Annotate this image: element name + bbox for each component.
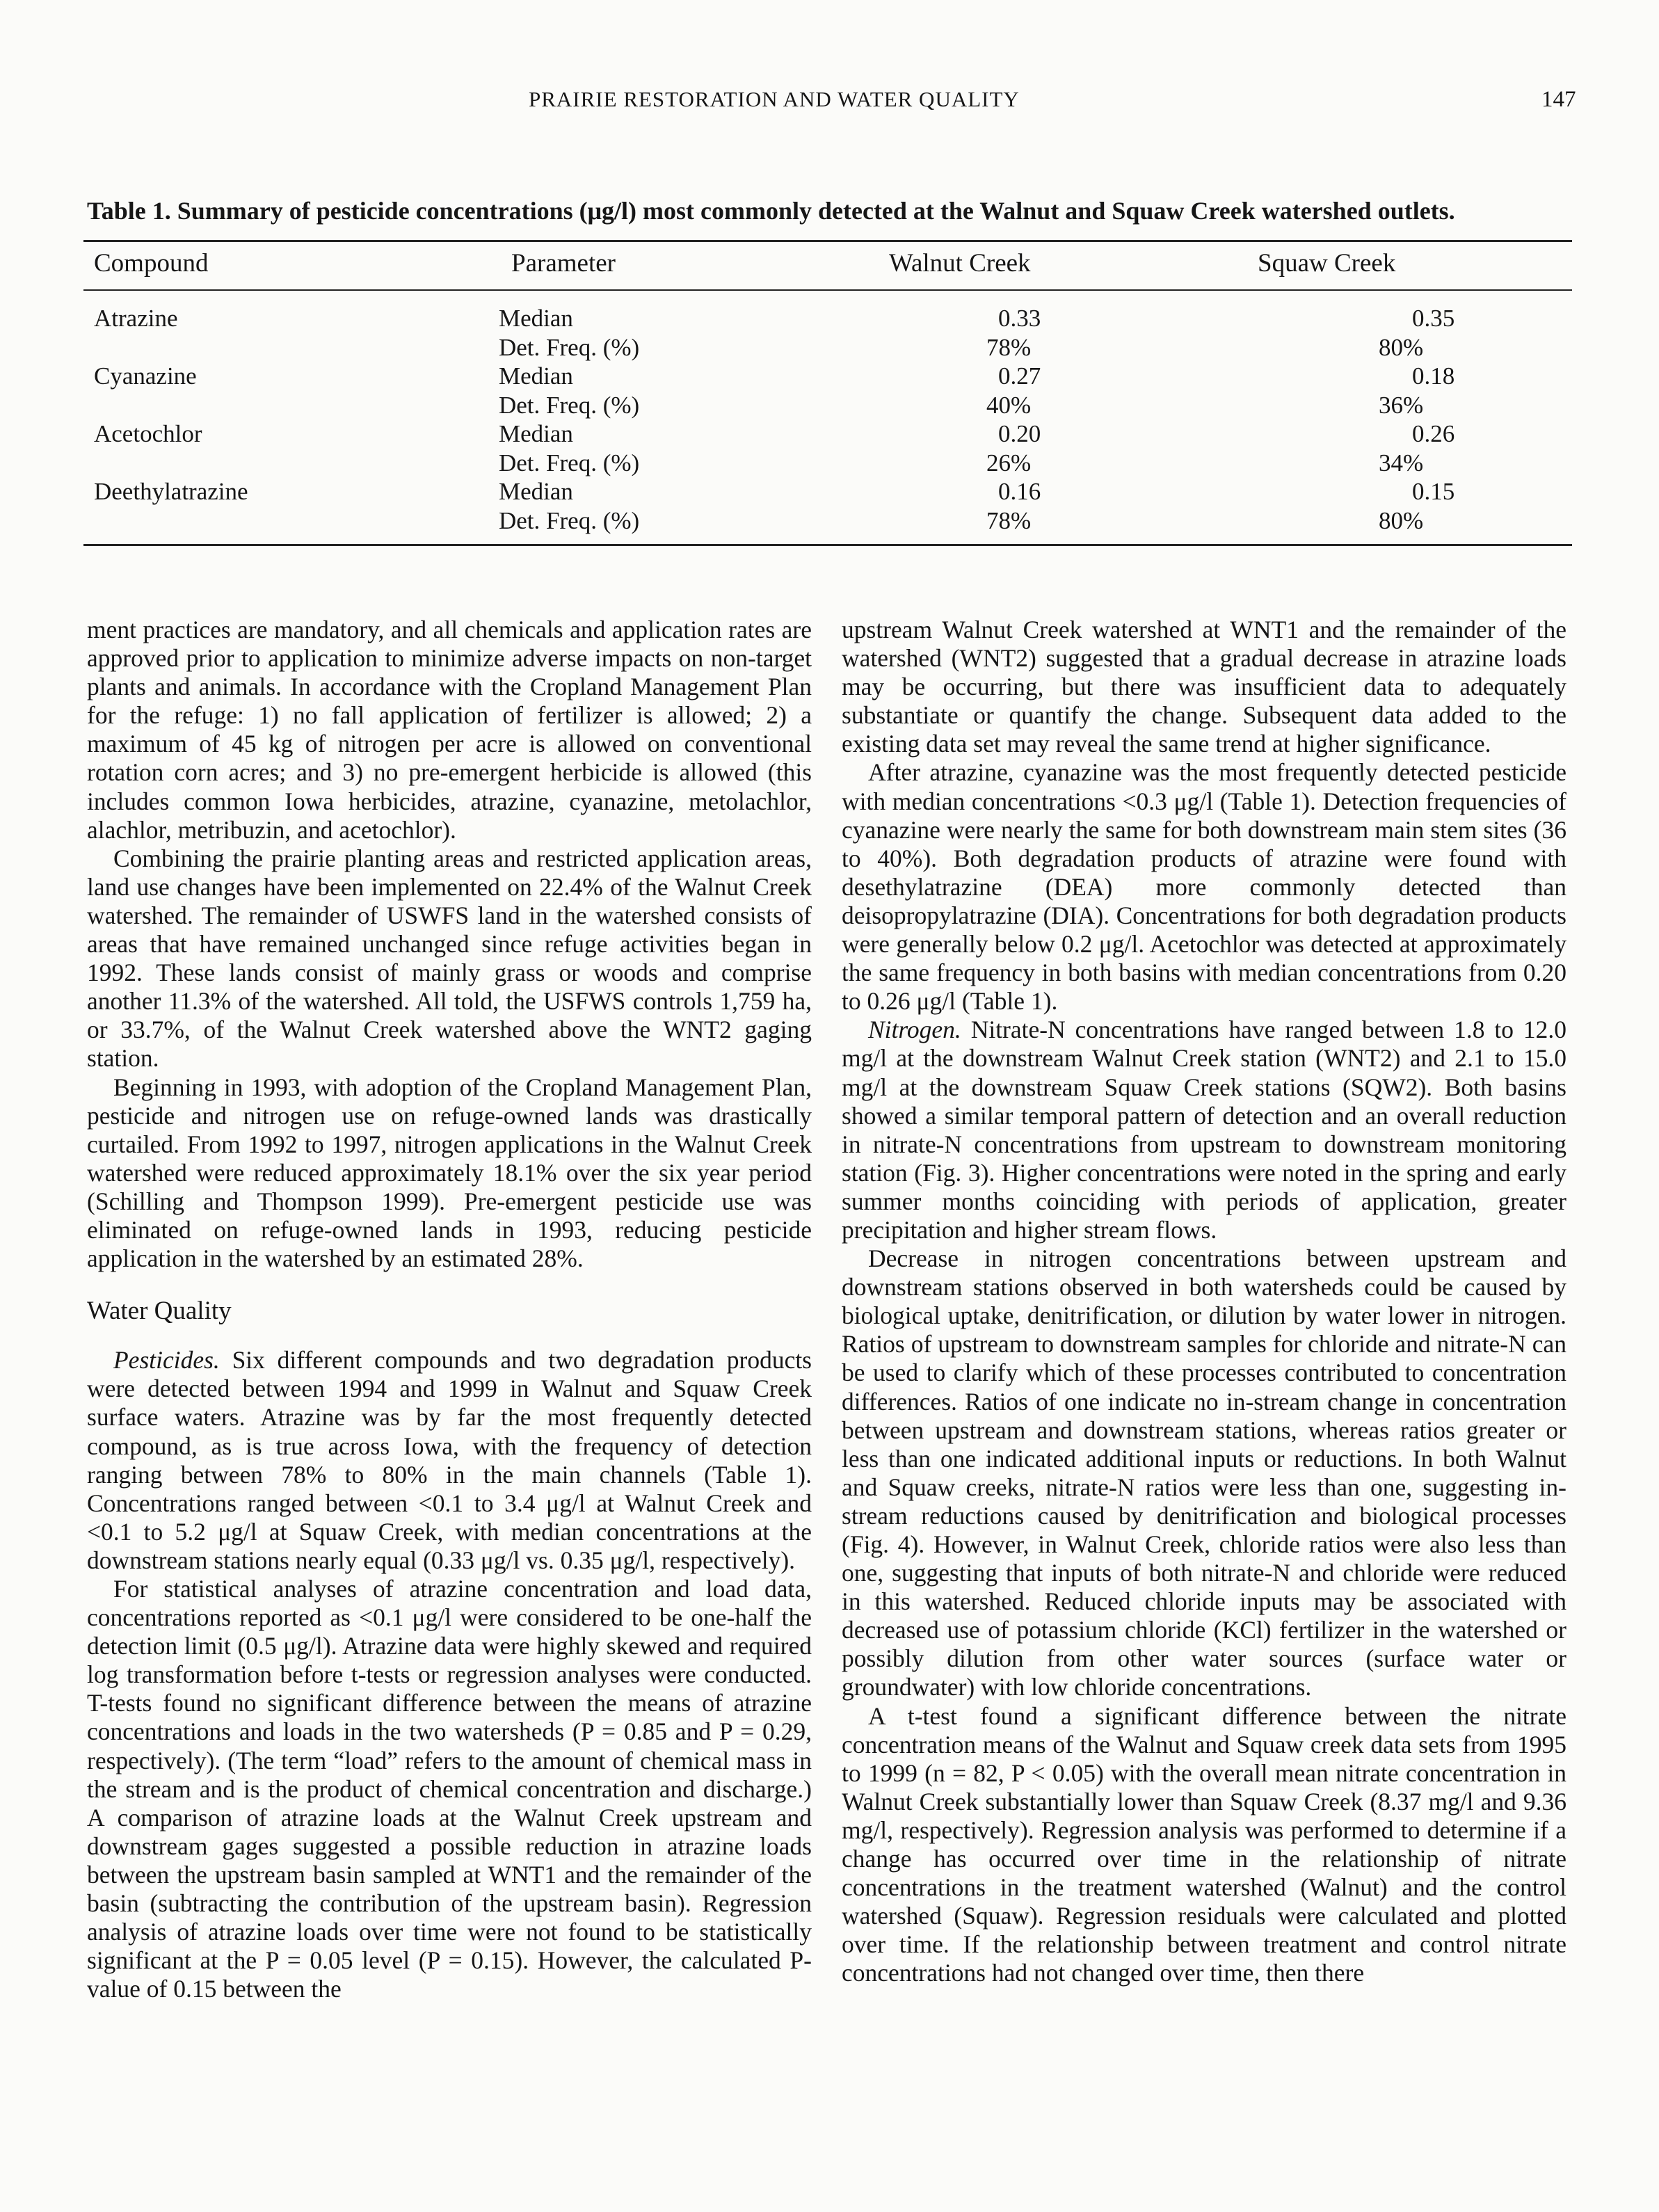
squaw-value: 80% xyxy=(1379,333,1424,361)
compound-name: Atrazine xyxy=(94,305,178,332)
squaw-value: 0.35 xyxy=(1412,305,1455,332)
table-body xyxy=(83,304,1572,535)
table-top-rule xyxy=(83,240,1572,242)
body-paragraph: After atrazine, cyanazine was the most frequently detected pesticide with median concentrations <0.3 μg/l (Table 1). Detection frequencies of cyanazine were nearly the same for both downstream main stem sites (36 to 40%). Both degradation products of atrazine were found with desethylatrazine (DEA) more commonly detected than deisopropylatrazine (DIA). Concentrations for both degradation products were generally below 0.2 μg/l. Acetochlor was detected at approximately the same frequency in both basins with median concentrations from 0.20 to 0.26 μg/l (Table 1). xyxy=(842,758,1566,1016)
parameter-label: Det. Freq. (%) xyxy=(499,391,640,419)
compound-name: Cyanazine xyxy=(94,362,197,390)
running-head: PRAIRIE RESTORATION AND WATER QUALITY xyxy=(529,87,1020,111)
paragraph-text: Nitrate-N concentrations have ranged between 1.8 to 12.0 mg/l at the downstream Walnut Creek station (WNT2) and 2.1 to 15.0 mg/l at the downstream Squaw Creek stations (SQW2). Both basins showed a similar temporal pattern of detection and an overall reduction in nitrate-N concentrations from upstream to downstream monitoring station (Fig. 3). Higher concentrations were noted in the spring and early summer months coinciding with periods of application, greater precipitation and higher stream flows. xyxy=(842,1016,1566,1244)
table-row xyxy=(83,304,1572,333)
walnut-value: 0.20 xyxy=(998,420,1041,447)
body-paragraph: Combining the prairie planting areas and restricted application areas, land use changes have been implemented on 22.4% of the Walnut Creek watershed. The remainder of USWFS land in the watershed consists of areas that have remained unchanged since refuge activities began in 1992. These lands consist of mainly grass or woods and comprise another 11.3% of the watershed. All told, the USFWS controls 1,759 ha, or 33.7%, of the Walnut Creek watershed above the WNT2 gaging station. xyxy=(87,844,812,1073)
body-paragraph: Beginning in 1993, with adoption of the Cropland Management Plan, pesticide and nitrogen use on refuge-owned lands was drastically curtailed. From 1992 to 1997, nitrogen applications in the Walnut Creek watershed were reduced approximately 18.1% over the six year period (Schilling and Thompson 1999). Pre-emergent pesticide use was eliminated on refuge-owned lands in 1993, reducing pesticide application in the watershed by an estimated 28%. xyxy=(87,1073,812,1273)
table-header-walnut: Walnut Creek xyxy=(889,249,1031,278)
parameter-label: Median xyxy=(499,420,573,447)
walnut-value: 0.16 xyxy=(998,478,1041,505)
compound-name: Deethylatrazine xyxy=(94,478,248,505)
run-in-heading: Nitrogen. xyxy=(868,1016,961,1044)
parameter-label: Median xyxy=(499,362,573,390)
table-row xyxy=(83,477,1572,506)
parameter-label: Median xyxy=(499,478,573,505)
right-column xyxy=(842,616,1566,1988)
body-paragraph xyxy=(842,1016,1566,1244)
squaw-value: 0.15 xyxy=(1412,478,1455,505)
table-header-compound: Compound xyxy=(94,249,209,278)
body-paragraph: Decrease in nitrogen concentrations between upstream and downstream stations observed in both watersheds could be caused by biological uptake, denitrification, or dilution by water lower in nitrogen. Ratios of upstream to downstream samples for chloride and nitrate-N can be used to clarify which of these processes contributed to concentration differences. Ratios of one indicate no in-stream change in concentration between upstream and downstream stations, whereas ratios greater or less than one indicated additional inputs or reductions. In both Walnut and Squaw creeks, nitrate-N ratios were less than one, suggesting in-stream reductions caused by denitrification and biological processes (Fig. 4). However, in Walnut Creek, chloride ratios were also less than one, suggesting that inputs of both nitrate-N and chloride were reduced in this watershed. Reduced chloride inputs may be associated with decreased use of potassium chloride (KCl) fertilizer in the watershed or possibly dilution from other water sources (surface water or groundwater) with low chloride concentrations. xyxy=(842,1244,1566,1701)
walnut-value: 0.33 xyxy=(998,305,1041,332)
squaw-value: 80% xyxy=(1379,506,1424,534)
run-in-heading: Pesticides. xyxy=(113,1346,220,1375)
parameter-label: Det. Freq. (%) xyxy=(499,449,640,476)
squaw-value: 0.18 xyxy=(1412,362,1455,390)
body-paragraph: A t-test found a significant difference between the nitrate concentration means of the Walnut and Squaw creek data sets from 1995 to 1999 (n = 82, P < 0.05) with the overall mean nitrate concentration in Walnut Creek substantially lower than Squaw Creek (8.37 mg/l and 9.36 mg/l, respectively). Regression analysis was performed to determine if a change has occurred over time in the relationship of nitrate concentrations in the treatment watershed (Walnut) and the control watershed (Squaw). Regression residuals were calculated and plotted over time. If the relationship between treatment and control nitrate concentrations had not changed over time, then there xyxy=(842,1701,1566,1987)
walnut-value: 40% xyxy=(986,391,1032,419)
table-caption: Table 1. Summary of pesticide concentrations (μg/l) most commonly detected at the Walnut and Squaw Creek watershed outlets. xyxy=(87,197,1455,225)
body-paragraph: ment practices are mandatory, and all chemicals and application rates are approved prior to application to minimize adverse impacts on non-target plants and animals. In accordance with the Cropland Management Plan for the refuge: 1) no fall application of fertilizer is allowed; 2) a maximum of 45 kg of nitrogen per acre is allowed on conventional rotation corn acres; and 3) no pre-emergent herbicide is allowed (this includes common Iowa herbicides, atrazine, cyanazine, metolachlor, alachlor, metribuzin, and acetochlor). xyxy=(87,616,812,844)
squaw-value: 0.26 xyxy=(1412,420,1455,447)
body-paragraph: upstream Walnut Creek watershed at WNT1 and the remainder of the watershed (WNT2) suggested that a gradual decrease in atrazine loads may be occurring, but there was insufficient data to adequately substantiate or quantify the change. Subsequent data added to the existing data set may reveal the same trend at higher significance. xyxy=(842,616,1566,758)
walnut-value: 0.27 xyxy=(998,362,1041,390)
table-header-rule xyxy=(83,289,1572,291)
left-column xyxy=(87,616,812,2003)
parameter-label: Det. Freq. (%) xyxy=(499,506,640,534)
squaw-value: 34% xyxy=(1379,449,1424,476)
parameter-label: Median xyxy=(499,305,573,332)
body-paragraph xyxy=(87,1346,812,1575)
walnut-value: 78% xyxy=(986,506,1032,534)
parameter-label: Det. Freq. (%) xyxy=(499,333,640,361)
table-row xyxy=(83,449,1572,478)
table-row xyxy=(83,362,1572,391)
paragraph-text: Six different compounds and two degradation products were detected between 1994 and 1999 in Walnut and Squaw Creek surface waters. Atrazine was by far the most frequently detected compound, as is true across Iowa, with the frequency of detection ranging between 78% to 80% in the main channels (Table 1). Concentrations ranged between <0.1 to 3.4 μg/l at Walnut Creek and <0.1 to 5.2 μg/l at Squaw Creek, with median concentrations at the downstream stations nearly equal (0.33 μg/l vs. 0.35 μg/l, respectively). xyxy=(87,1346,812,1574)
section-heading: Water Quality xyxy=(87,1297,232,1326)
walnut-value: 78% xyxy=(986,333,1032,361)
table-row xyxy=(83,391,1572,420)
compound-name: Acetochlor xyxy=(94,420,202,447)
table-header-parameter: Parameter xyxy=(511,249,616,278)
page-number: 147 xyxy=(1541,87,1576,112)
squaw-value: 36% xyxy=(1379,391,1424,419)
walnut-value: 26% xyxy=(986,449,1032,476)
table-row xyxy=(83,419,1572,449)
body-paragraph: For statistical analyses of atrazine concentration and load data, concentrations reported as <0.1 μg/l were considered to be one-half the detection limit (0.5 μg/l). Atrazine data were highly skewed and required log transformation before t-tests or regression analyses were conducted. T-tests found no significant difference between the means of atrazine concentrations and loads in the two watersheds (P = 0.85 and P = 0.29, respectively). (The term “load” refers to the amount of chemical mass in the stream and is the product of chemical concentration and discharge.) A comparison of atrazine loads at the Walnut Creek upstream and downstream gages suggested a possible reduction in atrazine loads between the upstream basin sampled at WNT1 and the remainder of the basin (subtracting the contribution of the upstream basin). Regression analysis of atrazine loads over time were not found to be statistically significant at the P = 0.05 level (P = 0.15). However, the calculated P-value of 0.15 between the xyxy=(87,1575,812,2003)
table-header-squaw: Squaw Creek xyxy=(1258,249,1396,278)
table-row xyxy=(83,333,1572,362)
table-row xyxy=(83,506,1572,536)
table-bottom-rule xyxy=(83,544,1572,546)
